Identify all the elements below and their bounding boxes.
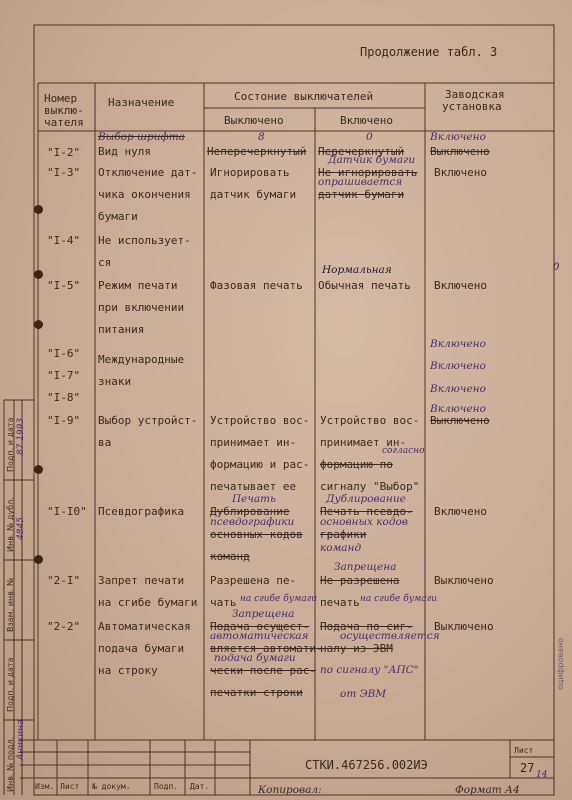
header-state: Состоние выключателей [234,90,374,103]
stamp-col-change: Изм. [35,782,55,791]
purpose-text: Псевдографика [98,505,185,518]
document-code: СТКИ.467256.002ИЭ [305,758,428,772]
row-number: "I-5" [47,279,81,292]
on-text: Не разрешена [320,574,400,587]
on-text: датчик бумаги [318,188,405,201]
punch-hole [34,320,43,329]
purpose-text: Вид нуля [98,145,151,158]
off-text: печатки строки [210,686,303,699]
off-text: Неперечеркнутый [207,145,307,158]
purpose-text: знаки [98,375,132,388]
purpose-text: чика окончения [98,188,191,201]
off-text: вляется автомати- [210,642,323,655]
off-text: Подача осущест- [210,620,310,633]
off-text: основных кодов [210,528,303,541]
on-text: графики [320,528,367,541]
factory-text: Выключено [430,145,490,158]
header-off: Выключено [224,114,284,127]
header-number-3: чателя [44,116,84,129]
on-text: Перечеркнутый [318,145,405,158]
handwritten-on: на сгибе бумаги [360,594,438,604]
header-number-2: выклю- [44,104,84,117]
handwritten-on: Датчик бумаги [328,154,416,166]
punch-hole [34,270,43,279]
handwritten-factory: Включено [430,360,486,372]
handwritten-off: Печать [232,493,276,505]
on-text: Обычная печать [318,279,411,292]
margin-mark: 0 [553,262,560,273]
handwritten-factory: Включено [430,338,486,350]
off-text: чески после рас- [210,664,316,677]
header-number-1: Номер [44,92,78,105]
punch-hole [34,555,43,564]
row-number: "I-9" [47,414,81,427]
side-handwritten: 87 1993 [16,417,26,455]
handwritten-off: псевдографики [210,516,295,528]
row-number: "I-3" [47,166,81,179]
off-text: Разрешена пе- [210,574,297,587]
handwritten-on: Нормальная [322,264,392,276]
on-text: налу из ЭВМ [320,642,393,655]
handwritten-on: Запрещена [334,561,397,573]
factory-text: Включено [434,279,487,292]
copied-label: Копировал: [258,784,322,796]
on-text: печать [320,596,360,609]
side-handwritten: 4845 [16,517,26,540]
row-number: "I-2" [47,146,81,159]
purpose-text: Отключение дат- [98,166,198,179]
row-number: "I-6" [47,347,81,360]
stamp-col-sign: Подп. [154,782,179,791]
purpose-text: Автоматическая [98,620,191,633]
handwritten-on: 0 [366,131,373,143]
on-text: Печать псевдо- [320,505,413,518]
on-text: сигналу "Выбор" [320,480,420,493]
purpose-text: подача бумаги [98,642,185,655]
purpose-text: на строку [98,664,158,677]
sheet-number-handwritten: 14 [536,770,548,780]
off-text: датчик бумаги [210,188,297,201]
purpose-text: на сгибе бумаги [98,596,198,609]
punch-hole [34,205,43,214]
continuation-title: Продолжение табл. 3 [360,45,498,59]
off-text: Дублирование [210,505,290,518]
factory-text: Включено [434,166,487,179]
on-text: формацию по [320,458,393,471]
side-col-replace: Взам. инв. № [6,577,15,632]
handwritten-purpose: Выбор шрифта [98,131,185,143]
punch-hole [34,465,43,474]
watermark: оцифровано [556,637,565,690]
handwritten-off: Запрещена [232,608,295,620]
row-number: "I-4" [47,234,81,247]
header-factory-2: установка [442,100,502,113]
stamp-col-docnum: № докум. [92,782,131,791]
row-number: "I-7" [47,369,81,382]
sheet-label: Лист [514,746,534,755]
purpose-text: бумаги [98,210,138,223]
row-number: "2-2" [47,620,81,633]
handwritten-on: согласно [382,446,425,456]
off-text: команд [210,550,250,563]
handwritten-factory: Включено [430,131,486,143]
row-number: "2-I" [47,574,81,587]
side-col-sign: Подп. и дата [6,657,15,712]
off-text: принимает ин- [210,436,297,449]
purpose-text: Международные [98,353,185,366]
header-on: Включено [340,114,393,127]
side-handwritten: Аникина [16,719,26,760]
handwritten-on: от ЭВМ [340,688,387,700]
handwritten-on: осуществляется [340,630,440,642]
purpose-text: Не использует- [98,234,191,247]
handwritten-on: основных кодов [320,516,408,528]
handwritten-on: опрашивается [318,176,403,188]
handwritten-off: подача бумаги [214,652,296,664]
off-text: формацию и рас- [210,458,310,471]
handwritten-on: Дублирование [326,493,406,505]
on-text: Подача по сиг- [320,620,413,633]
purpose-text: при включении [98,301,185,314]
format-label: Формат А4 [455,784,520,796]
handwritten-off: на сгибе бумаги [240,594,318,604]
handwritten-factory: Включено [430,403,486,415]
side-col-sign2: Подп. и дата [6,417,15,472]
off-text: Игнорировать [210,166,290,179]
header-purpose: Назначение [108,96,175,109]
factory-text: Выключено [434,620,494,633]
row-number: "I-I0" [47,505,87,518]
side-col-dup: Инв. № дубл. [6,497,15,552]
purpose-text: ся [98,256,112,269]
off-text: Фазовая печать [210,279,303,292]
handwritten-factory: Включено [430,383,486,395]
purpose-text: Режим печати [98,279,178,292]
purpose-text: ва [98,436,112,449]
handwritten-off: автоматическая [210,630,309,642]
row-number: "I-8" [47,391,81,404]
handwritten-on: команд [320,542,362,554]
header-factory-1: Заводская [445,88,505,101]
off-text: печатывает ее [210,480,297,493]
handwritten-on: по сигналу "АПС" [320,664,419,676]
on-text: Устройство вос- [320,414,420,427]
purpose-text: Выбор устройст- [98,414,198,427]
purpose-text: питания [98,323,145,336]
side-col-inv: Инв. № подл. [6,736,15,792]
factory-text: Включено [434,505,487,518]
factory-text: Выключено [430,414,490,427]
stamp-col-sheet: Лист [60,782,80,791]
handwritten-off: 8 [258,131,265,143]
off-text: Устройство вос- [210,414,310,427]
on-text: принимает ин- [320,436,407,449]
factory-text: Выключено [434,574,494,587]
off-text: чать [210,596,237,609]
on-text: Не игнорировать [318,166,418,179]
sheet-number: 27 [520,761,535,775]
purpose-text: Запрет печати [98,574,185,587]
stamp-col-date: Дат. [190,782,210,791]
